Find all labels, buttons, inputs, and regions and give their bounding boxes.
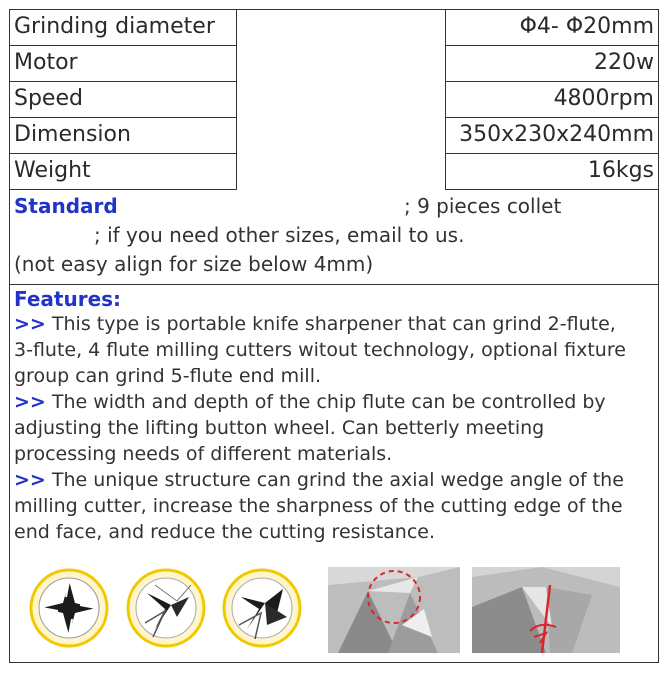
arrow-bullet: >> — [14, 313, 46, 335]
arrow-bullet: >> — [14, 391, 46, 413]
spec-value: 4800rpm — [553, 86, 654, 111]
feature-paragraph — [14, 389, 654, 467]
spec-label: Weight — [14, 158, 91, 183]
spec-label: Grinding diameter — [14, 14, 215, 39]
standard-collet-text: ; 9 pieces collet — [404, 194, 562, 218]
feature-line: processing needs of different materials. — [14, 443, 393, 465]
feature-line: This type is portable knife sharpener that can grind 2-flute, — [51, 313, 616, 335]
spec-value: 220w — [594, 50, 654, 75]
feature-line: The width and depth of the chip flute can be controlled by — [51, 391, 606, 413]
feature-line: adjusting the lifting button wheel. Can betterly meeting — [14, 417, 545, 439]
feature-paragraph — [14, 311, 654, 389]
four-flute-cross-section-icon — [28, 567, 110, 649]
feature-paragraph — [14, 467, 654, 545]
feature-line: 3-flute, 4 flute milling cutters witout technology, optional fixture — [14, 339, 626, 361]
spec-label: Speed — [14, 86, 83, 111]
spec-label: Dimension — [14, 122, 131, 147]
standard-title: Standard — [14, 194, 118, 218]
feature-line: group can grind 5-flute end mill. — [14, 365, 322, 387]
cutter-tip-closeup-photo — [328, 567, 460, 653]
standard-section — [10, 190, 658, 285]
features-title: Features: — [14, 287, 122, 311]
spec-sheet — [9, 9, 659, 663]
features-section — [10, 285, 658, 662]
five-flute-cross-section-icon — [221, 567, 303, 649]
spec-label: Motor — [14, 50, 78, 75]
feature-line: The unique structure can grind the axial wedge angle of the — [51, 469, 624, 491]
cutter-edge-angle-photo — [472, 567, 620, 653]
feature-line: end face, and reduce the cutting resistance. — [14, 521, 436, 543]
feature-line: milling cutter, increase the sharpness of the cutting edge of the — [14, 495, 623, 517]
arrow-bullet: >> — [14, 469, 46, 491]
spec-value: Φ4- Φ20mm — [519, 14, 654, 39]
standard-note-text: (not easy align for size below 4mm) — [14, 252, 374, 276]
blank-image-box — [236, 10, 446, 190]
spec-value: 350x230x240mm — [459, 122, 654, 147]
three-flute-cross-section-icon — [125, 567, 207, 649]
standard-other-sizes-text: ; if you need other sizes, email to us. — [94, 223, 465, 247]
spec-value: 16kgs — [587, 158, 654, 183]
